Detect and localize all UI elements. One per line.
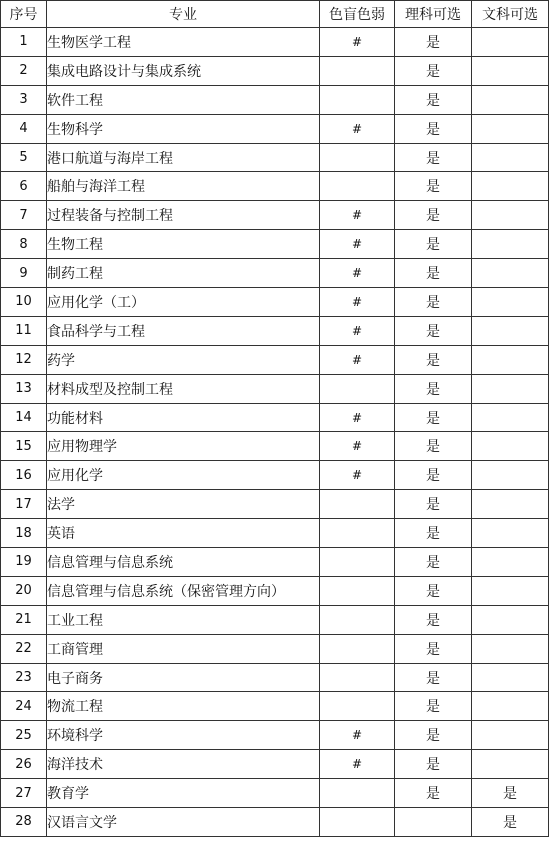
- header-science: 理科可选: [395, 1, 472, 28]
- cell-color-blind: [320, 576, 395, 605]
- table-row: [1, 85, 549, 114]
- cell-major: 应用化学: [47, 461, 320, 490]
- cell-index: 18: [1, 519, 47, 548]
- cell-major: 工商管理: [47, 634, 320, 663]
- cell-arts: [472, 490, 549, 519]
- cell-index: 4: [1, 114, 47, 143]
- cell-index: 1: [1, 28, 47, 57]
- cell-arts: [472, 201, 549, 230]
- cell-color-blind: #: [320, 345, 395, 374]
- cell-index: 21: [1, 605, 47, 634]
- cell-index: 12: [1, 345, 47, 374]
- cell-color-blind: #: [320, 230, 395, 259]
- table-row: [1, 230, 549, 259]
- table-row: [1, 172, 549, 201]
- cell-color-blind: #: [320, 259, 395, 288]
- cell-major: 生物科学: [47, 114, 320, 143]
- table-row: [1, 374, 549, 403]
- table-row: [1, 461, 549, 490]
- cell-color-blind: [320, 779, 395, 808]
- cell-index: 5: [1, 143, 47, 172]
- table-row: [1, 316, 549, 345]
- cell-color-blind: #: [320, 288, 395, 317]
- table-row: [1, 56, 549, 85]
- cell-arts: 是: [472, 808, 549, 837]
- cell-color-blind: [320, 519, 395, 548]
- cell-major: 应用物理学: [47, 432, 320, 461]
- cell-major: 环境科学: [47, 721, 320, 750]
- cell-science: 是: [395, 374, 472, 403]
- table-row: [1, 779, 549, 808]
- cell-index: 27: [1, 779, 47, 808]
- cell-major: 汉语言文学: [47, 808, 320, 837]
- table-row: [1, 403, 549, 432]
- table-row: [1, 808, 549, 837]
- cell-index: 16: [1, 461, 47, 490]
- cell-color-blind: #: [320, 201, 395, 230]
- cell-science: 是: [395, 230, 472, 259]
- cell-arts: [472, 548, 549, 577]
- cell-color-blind: [320, 490, 395, 519]
- cell-index: 11: [1, 316, 47, 345]
- cell-color-blind: [320, 56, 395, 85]
- header-index: 序号: [1, 1, 47, 28]
- cell-science: 是: [395, 143, 472, 172]
- cell-science: 是: [395, 490, 472, 519]
- cell-major: 集成电路设计与集成系统: [47, 56, 320, 85]
- cell-arts: [472, 605, 549, 634]
- cell-index: 7: [1, 201, 47, 230]
- cell-color-blind: #: [320, 403, 395, 432]
- cell-science: 是: [395, 779, 472, 808]
- cell-index: 6: [1, 172, 47, 201]
- cell-arts: [472, 143, 549, 172]
- cell-science: 是: [395, 721, 472, 750]
- cell-major: 材料成型及控制工程: [47, 374, 320, 403]
- header-major: 专业: [47, 1, 320, 28]
- cell-arts: [472, 519, 549, 548]
- cell-index: 28: [1, 808, 47, 837]
- cell-arts: [472, 345, 549, 374]
- cell-arts: [472, 374, 549, 403]
- header-arts: 文科可选: [472, 1, 549, 28]
- cell-arts: [472, 432, 549, 461]
- cell-color-blind: [320, 605, 395, 634]
- cell-science: 是: [395, 56, 472, 85]
- cell-index: 14: [1, 403, 47, 432]
- cell-index: 13: [1, 374, 47, 403]
- cell-science: 是: [395, 403, 472, 432]
- cell-major: 工业工程: [47, 605, 320, 634]
- cell-science: [395, 808, 472, 837]
- cell-color-blind: #: [320, 114, 395, 143]
- cell-arts: [472, 403, 549, 432]
- cell-science: 是: [395, 750, 472, 779]
- cell-color-blind: [320, 374, 395, 403]
- cell-index: 19: [1, 548, 47, 577]
- cell-color-blind: [320, 143, 395, 172]
- cell-arts: 是: [472, 779, 549, 808]
- cell-index: 15: [1, 432, 47, 461]
- cell-index: 22: [1, 634, 47, 663]
- cell-index: 24: [1, 692, 47, 721]
- cell-major: 生物医学工程: [47, 28, 320, 57]
- cell-arts: [472, 750, 549, 779]
- cell-major: 海洋技术: [47, 750, 320, 779]
- cell-science: 是: [395, 85, 472, 114]
- table-row: [1, 634, 549, 663]
- cell-major: 电子商务: [47, 663, 320, 692]
- table-body: [1, 28, 549, 837]
- cell-index: 3: [1, 85, 47, 114]
- cell-science: 是: [395, 345, 472, 374]
- cell-arts: [472, 316, 549, 345]
- cell-arts: [472, 230, 549, 259]
- cell-arts: [472, 663, 549, 692]
- cell-science: 是: [395, 172, 472, 201]
- table-row: [1, 201, 549, 230]
- cell-major: 食品科学与工程: [47, 316, 320, 345]
- table-row: [1, 28, 549, 57]
- cell-index: 17: [1, 490, 47, 519]
- table-row: [1, 548, 549, 577]
- cell-major: 教育学: [47, 779, 320, 808]
- cell-major: 应用化学（工）: [47, 288, 320, 317]
- cell-major: 船舶与海洋工程: [47, 172, 320, 201]
- cell-color-blind: [320, 172, 395, 201]
- table-row: [1, 114, 549, 143]
- cell-science: 是: [395, 316, 472, 345]
- table-row: [1, 432, 549, 461]
- cell-index: 26: [1, 750, 47, 779]
- cell-index: 25: [1, 721, 47, 750]
- cell-color-blind: #: [320, 461, 395, 490]
- cell-index: 10: [1, 288, 47, 317]
- table-row: [1, 288, 549, 317]
- cell-color-blind: [320, 663, 395, 692]
- cell-major: 生物工程: [47, 230, 320, 259]
- table-row: [1, 490, 549, 519]
- cell-major: 药学: [47, 345, 320, 374]
- cell-major: 过程装备与控制工程: [47, 201, 320, 230]
- cell-color-blind: [320, 808, 395, 837]
- cell-science: 是: [395, 28, 472, 57]
- cell-major: 英语: [47, 519, 320, 548]
- cell-arts: [472, 28, 549, 57]
- cell-science: 是: [395, 605, 472, 634]
- cell-color-blind: [320, 634, 395, 663]
- cell-science: 是: [395, 634, 472, 663]
- cell-major: 信息管理与信息系统（保密管理方向）: [47, 576, 320, 605]
- cell-science: 是: [395, 432, 472, 461]
- cell-science: 是: [395, 288, 472, 317]
- table-row: [1, 605, 549, 634]
- cell-index: 2: [1, 56, 47, 85]
- table-row: [1, 663, 549, 692]
- cell-arts: [472, 461, 549, 490]
- cell-color-blind: [320, 85, 395, 114]
- table-row: [1, 692, 549, 721]
- cell-color-blind: [320, 692, 395, 721]
- cell-major: 法学: [47, 490, 320, 519]
- cell-science: 是: [395, 519, 472, 548]
- cell-color-blind: #: [320, 432, 395, 461]
- cell-index: 20: [1, 576, 47, 605]
- cell-science: 是: [395, 461, 472, 490]
- cell-major: 港口航道与海岸工程: [47, 143, 320, 172]
- cell-arts: [472, 692, 549, 721]
- cell-arts: [472, 85, 549, 114]
- cell-arts: [472, 259, 549, 288]
- cell-color-blind: #: [320, 750, 395, 779]
- table-header-row: [1, 1, 549, 28]
- table-row: [1, 143, 549, 172]
- cell-science: 是: [395, 548, 472, 577]
- cell-science: 是: [395, 663, 472, 692]
- cell-index: 9: [1, 259, 47, 288]
- cell-science: 是: [395, 576, 472, 605]
- cell-science: 是: [395, 692, 472, 721]
- cell-arts: [472, 114, 549, 143]
- cell-science: 是: [395, 201, 472, 230]
- cell-arts: [472, 172, 549, 201]
- cell-science: 是: [395, 259, 472, 288]
- cell-science: 是: [395, 114, 472, 143]
- table-row: [1, 259, 549, 288]
- header-color-blind: 色盲色弱: [320, 1, 395, 28]
- table-row: [1, 519, 549, 548]
- table-row: [1, 576, 549, 605]
- table-row: [1, 750, 549, 779]
- cell-arts: [472, 288, 549, 317]
- table-row: [1, 721, 549, 750]
- cell-major: 功能材料: [47, 403, 320, 432]
- cell-arts: [472, 576, 549, 605]
- cell-color-blind: #: [320, 721, 395, 750]
- table-row: [1, 345, 549, 374]
- cell-major: 物流工程: [47, 692, 320, 721]
- cell-color-blind: #: [320, 316, 395, 345]
- cell-arts: [472, 56, 549, 85]
- cell-color-blind: #: [320, 28, 395, 57]
- cell-arts: [472, 634, 549, 663]
- cell-index: 23: [1, 663, 47, 692]
- cell-major: 信息管理与信息系统: [47, 548, 320, 577]
- cell-major: 制药工程: [47, 259, 320, 288]
- cell-arts: [472, 721, 549, 750]
- cell-color-blind: [320, 548, 395, 577]
- cell-index: 8: [1, 230, 47, 259]
- cell-major: 软件工程: [47, 85, 320, 114]
